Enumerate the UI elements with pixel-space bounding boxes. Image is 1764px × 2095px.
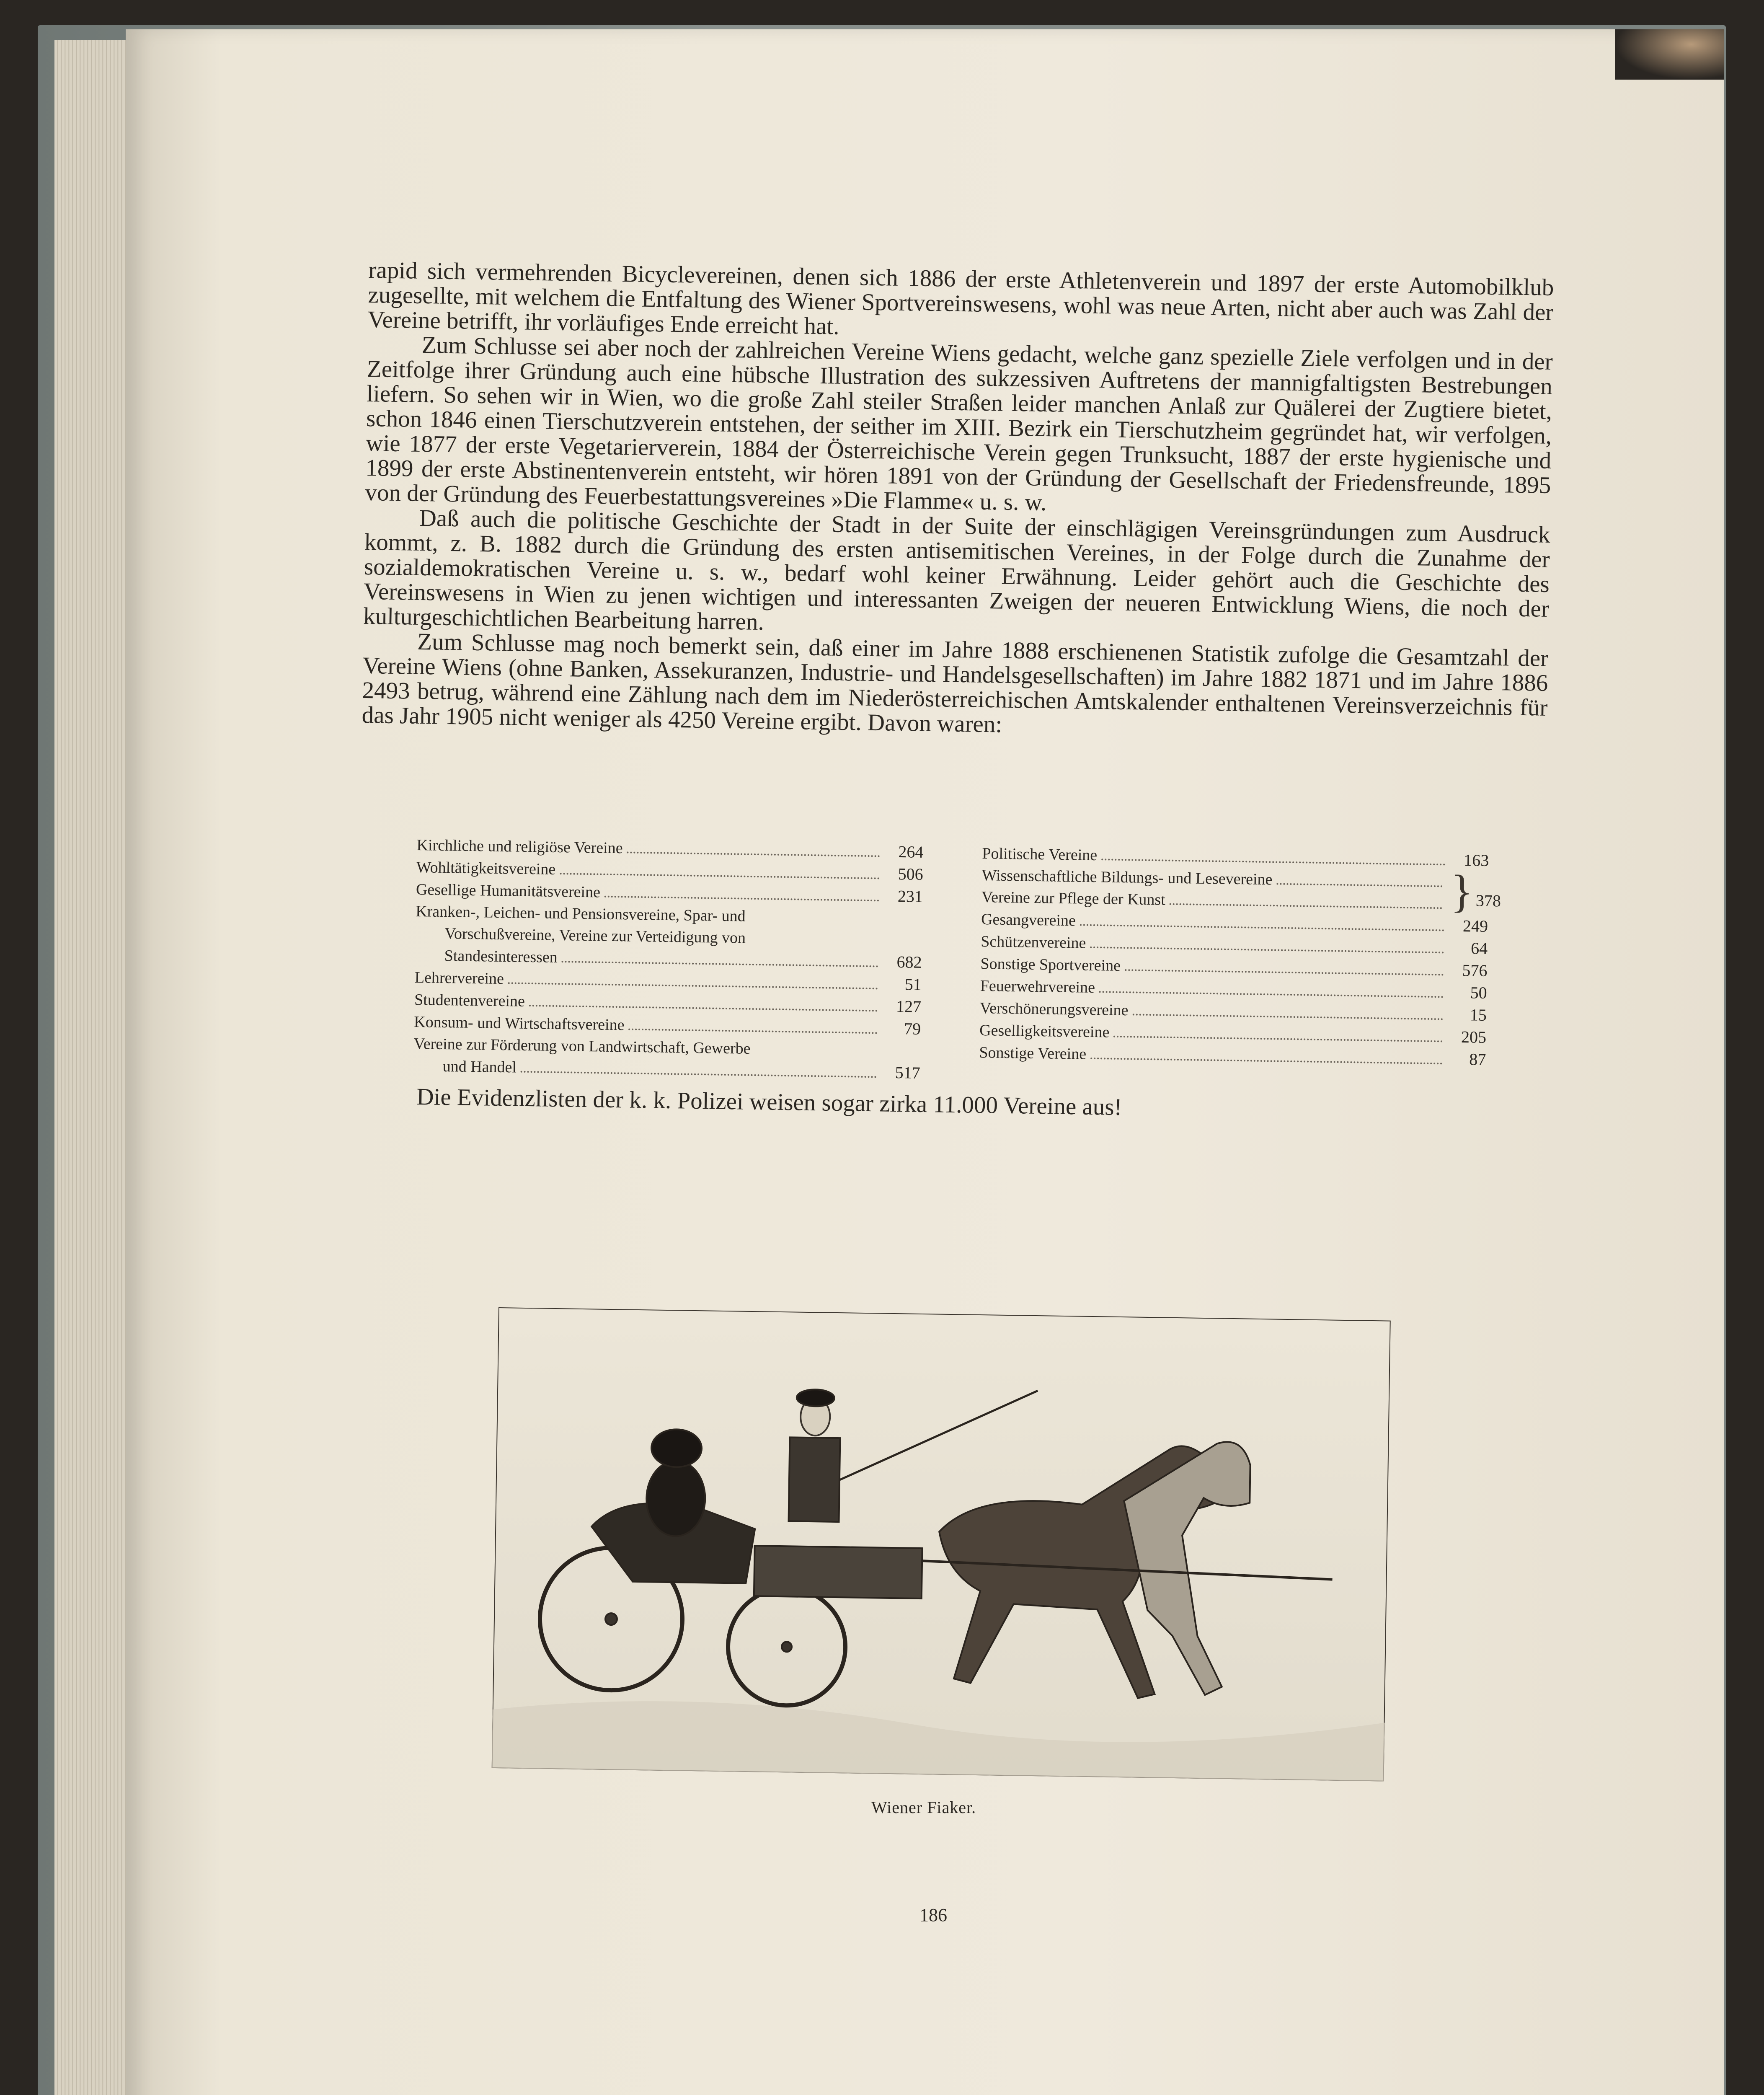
stats-column-left xyxy=(413,834,923,1084)
stat-value: 506 xyxy=(898,864,924,884)
closing-line: Die Evidenzlisten der k. k. Polizei weisen sogar zirka 11.000 Vereine aus! xyxy=(416,1084,1122,1120)
paragraph: Daß auch die politische Geschichte der Stadt in der Suite der einschlägigen Vereinsgründungen zum Ausdruck kommt, z. B. 1882 durch die Gründung des ersten antisemitischen Vereines, in der Folge durch die Zunahme der sozialdemokratischen Vereine u. s. w., bedarf wohl keiner Erwähnung. Leider gehört auch die Geschichte des Vereinswesens in Wien zu jenen wichtigen und interessanten Zweigen der neueren Entwicklung Wiens, die noch der kulturgeschichtlichen Bearbeitung harren. xyxy=(363,504,1550,636)
paragraph: Zum Schlusse sei aber noch der zahlreichen Vereine Wiens gedacht, welche ganz spezielle Ziele verfolgen und in der Zeitfolge ihrer Gründung auch eine hübsche Illustration des sukzessiven Auftretens der mannigfaltigsten Bestrebungen liefern. So sehen wir in Wien, wo die große Zahl steiler Straßen leider manchen Anlaß zur Quälerei der Zugtiere bietet, schon 1846 einen Tierschutzverein entstehen, der seither im XIII. Bezirk ein Tierschutzheim gegründet hat, wir verfolgen, wie 1877 der erste Vegetarierverein, 1884 der Österreichische Verein gegen Trunksucht, 1887 der erste hygienische und 1899 der erste Abstinentenverein entsteht, wir hören 1891 von der Gründung der Gesellschaft der Friedensfreunde, 1895 von der Gründung des Feuerbestattungsvereines »Die Flamme« u. s. w. xyxy=(365,331,1553,516)
association-statistics xyxy=(413,834,1501,1093)
stat-label: Vereine zur Pflege der Kunst xyxy=(981,888,1166,909)
stat-value: 231 xyxy=(897,887,923,906)
leader-dots xyxy=(560,873,879,879)
stats-column-right xyxy=(979,842,1501,1071)
stat-value: 51 xyxy=(904,975,922,994)
leader-dots xyxy=(1170,903,1442,909)
lady-figure xyxy=(646,1460,706,1536)
driver-bowler-hat xyxy=(797,1389,835,1407)
paragraph: rapid sich vermehrenden Bicyclevereinen, denen sich 1886 der erste Athletenverein und 1897 der erste Automobilklub zugesellte, mit welchem die Entfaltung des Wiener Sportvereinswesens, wohl was neue Arten, nicht aber auch was Zahl der Vereine betrifft, ihr vorläufiges Ende erreicht hat. xyxy=(367,257,1554,340)
driver-figure xyxy=(789,1437,840,1522)
brace-value: 378 xyxy=(1475,891,1501,910)
page-number: 186 xyxy=(919,1905,947,1925)
leader-dots xyxy=(1090,1058,1442,1064)
lady-hat xyxy=(651,1429,702,1467)
leader-dots xyxy=(1132,1014,1443,1020)
leader-dots xyxy=(604,896,879,902)
stat-value: 127 xyxy=(896,997,922,1016)
stat-value: 163 xyxy=(1464,851,1489,870)
leader-dots xyxy=(1125,969,1444,975)
stat-value: 15 xyxy=(1470,1005,1487,1024)
stat-value: 576 xyxy=(1462,961,1488,980)
leader-dots xyxy=(529,1005,878,1011)
leader-dots xyxy=(1080,924,1444,931)
leader-dots xyxy=(521,1071,877,1078)
stat-label: Verschönerungsvereine xyxy=(979,999,1129,1019)
stat-label: Politische Vereine xyxy=(982,845,1098,864)
stat-label: Konsum- und Wirtschaftsvereine xyxy=(414,1013,625,1034)
stat-label: Vorschußvereine, Vereine zur Verteidigung von xyxy=(444,925,746,947)
stat-value: 682 xyxy=(896,952,922,972)
leader-dots xyxy=(1113,1036,1443,1042)
torn-corner xyxy=(1615,29,1724,80)
stat-value: 50 xyxy=(1470,983,1487,1002)
stat-label: Feuerwehrvereine xyxy=(980,977,1095,997)
stat-label: und Handel xyxy=(442,1057,517,1076)
stat-label: Wohltätigkeitsvereine xyxy=(416,858,556,878)
stat-label: Sonstige Vereine xyxy=(979,1043,1087,1063)
stat-value: 205 xyxy=(1461,1027,1487,1047)
carriage-illustration xyxy=(492,1307,1391,1781)
carriage-front xyxy=(754,1546,922,1598)
leader-dots xyxy=(1090,947,1444,954)
illustration-wiener-fiaker xyxy=(492,1307,1391,1781)
leader-dots xyxy=(562,961,878,967)
stat-value: 87 xyxy=(1469,1050,1486,1069)
stat-value: 264 xyxy=(898,842,924,861)
stat-label: Gesangvereine xyxy=(981,910,1076,930)
leader-dots xyxy=(1101,859,1445,865)
paragraph: Zum Schlusse mag noch bemerkt sein, daß einer im Jahre 1888 erschienenen Statistik zufolge die Gesamtzahl der Vereine Wiens (ohne Banken, Assekuranzen, Industrie- und Handelsgesellschaften) im Jahre 1882 1871 und im Jahre 1886 2493 betrug, während eine Zählung nach dem im Niederösterreichischen Amtskalender enthaltenen Vereinsverzeichnis für das Jahr 1905 nicht weniger als 4250 Vereine ergibt. Davon waren: xyxy=(362,628,1549,738)
body-text xyxy=(362,258,1554,745)
brace-symbol: } xyxy=(1450,865,1473,917)
stat-label: Geselligkeitsvereine xyxy=(979,1021,1110,1041)
stat-label: Gesellige Humanitätsvereine xyxy=(416,880,601,901)
leader-dots xyxy=(508,982,878,989)
figure-caption: Wiener Fiaker. xyxy=(871,1798,976,1817)
stat-label: Vereine zur Förderung von Landwirtschaft, Gewerbe xyxy=(413,1035,751,1058)
stat-label: Wissenschaftliche Bildungs- und Lesevereine xyxy=(981,866,1273,889)
stat-label: Studentenvereine xyxy=(414,991,525,1010)
stat-label: Schützenvereine xyxy=(981,933,1086,952)
leader-dots xyxy=(628,1029,877,1034)
stat-label: Kirchliche und religiöse Vereine xyxy=(416,836,623,857)
stat-value: 517 xyxy=(895,1063,921,1082)
leader-dots xyxy=(1276,883,1442,887)
stat-value: 64 xyxy=(1470,939,1488,958)
stat-value: 79 xyxy=(904,1019,921,1038)
stat-label: Lehrervereine xyxy=(414,968,504,988)
stat-value: 249 xyxy=(1462,916,1488,936)
leader-dots xyxy=(1099,991,1444,998)
stat-label: Sonstige Sportvereine xyxy=(980,954,1121,975)
leader-dots xyxy=(627,851,880,857)
stat-label: Kranken-, Leichen- und Pensionsvereine, Spar- und xyxy=(415,902,746,925)
stat-label: Standesinteressen xyxy=(444,947,558,967)
